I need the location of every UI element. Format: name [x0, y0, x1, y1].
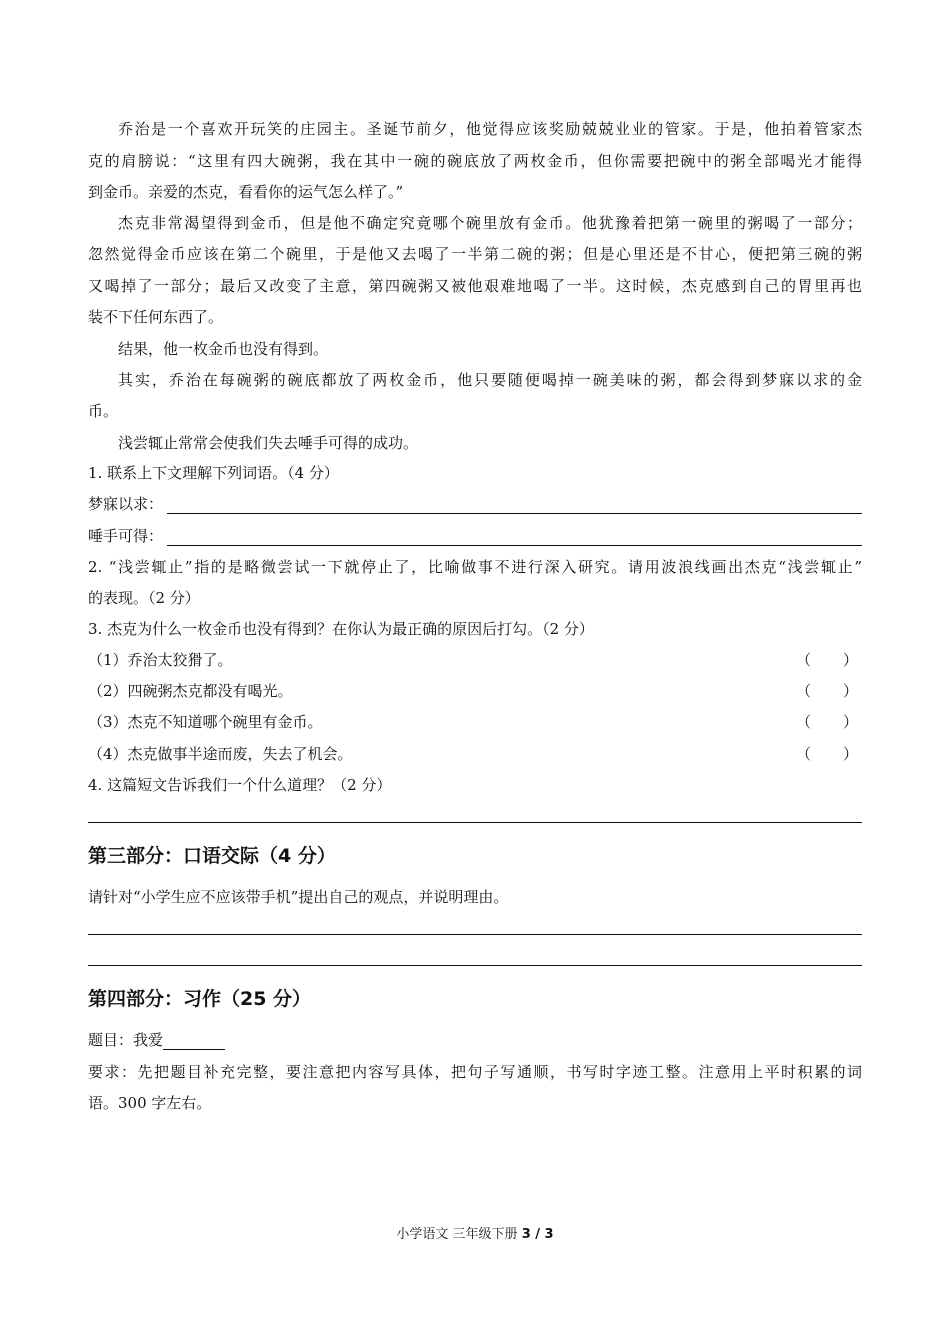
part4-topic-blank[interactable]: [163, 1034, 225, 1050]
q1-term2-answer-line[interactable]: [167, 530, 862, 546]
q4-title: 4. 这篇短文告诉我们一个什么道理？（2 分）: [88, 776, 392, 794]
passage-p1-line1: 乔治是一个喜欢开玩笑的庄园主。圣诞节前夕，他觉得应该奖励兢兢业业的管家。于是，他拍着管家杰: [118, 120, 862, 138]
part3-answer-line-2[interactable]: [88, 965, 862, 966]
passage-p1-line2: 克的肩膀说：“这里有四大碗粥，我在其中一碗的碗底放了两枚金币，但你需要把碗中的粥全部喝光才能得: [88, 152, 862, 170]
q3-option-4-text: （4）杰克做事半途而废，失去了机会。: [88, 745, 353, 763]
passage-p2-line4: 装不下任何东西了。: [88, 308, 224, 326]
q1-term1-label: 梦寐以求：: [88, 495, 164, 513]
q3-option-2-text: （2）四碗粥杰克都没有喝光。: [88, 682, 293, 700]
page-footer: [0, 1226, 950, 1244]
part3-prompt: 请针对“小学生应不应该带手机”提出自己的观点，并说明理由。: [88, 888, 509, 906]
q3-option-2: [88, 681, 862, 701]
q2-line1: 2. “浅尝辄止”指的是略微尝试一下就停止了，比喻做事不进行深入研究。请用波浪线画出杰克“浅尝辄止”: [88, 558, 862, 576]
footer-subject: 小学语文 三年级下册: [396, 1227, 518, 1242]
footer-page-number: 3 / 3: [521, 1227, 554, 1242]
passage-p5: 浅尝辄止常常会使我们失去唾手可得的成功。: [118, 434, 419, 452]
part3-answer-line-1[interactable]: [88, 934, 862, 935]
q3-option-4: [88, 744, 862, 764]
part3-heading: 第三部分：口语交际（4 分）: [88, 845, 336, 867]
q3-title: 3. 杰克为什么一枚金币也没有得到？在你认为最正确的原因后打勾。（2 分）: [88, 620, 594, 638]
q3-option-1-text: （1）乔治太狡猾了。: [88, 651, 233, 669]
q1-term2-label: 唾手可得：: [88, 527, 164, 545]
part4-topic-label: 题目：我爱: [88, 1031, 164, 1049]
q3-option-3: [88, 712, 862, 732]
q3-option-1-check[interactable]: （ ）: [796, 651, 858, 669]
q1-title: 1. 联系上下文理解下列词语。（4 分）: [88, 464, 339, 482]
passage-p4-line2: 币。: [88, 402, 119, 420]
q3-option-3-check[interactable]: （ ）: [796, 713, 858, 731]
q3-option-4-check[interactable]: （ ）: [796, 745, 858, 763]
passage-p3: 结果，他一枚金币也没有得到。: [118, 340, 329, 358]
q3-option-3-text: （3）杰克不知道哪个碗里有金币。: [88, 713, 323, 731]
part4-topic: [88, 1030, 862, 1050]
part4-heading: 第四部分：习作（25 分）: [88, 988, 312, 1010]
q1-term1-answer-line[interactable]: [167, 498, 862, 514]
part4-requirement-line1: 要求：先把题目补充完整，要注意把内容写具体，把句子写通顺，书写时字迹工整。注意用上平时积累的词: [88, 1063, 862, 1081]
q1-term1-row: [88, 494, 862, 514]
passage-p4-line1: 其实，乔治在每碗粥的碗底都放了两枚金币，他只要随便喝掉一碗美味的粥，都会得到梦寐以求的金: [118, 371, 862, 389]
q4-answer-line[interactable]: [88, 822, 862, 823]
q3-option-1: [88, 650, 862, 670]
passage-p2-line2: 忽然觉得金币应该在第二个碗里，于是他又去喝了一半第二碗的粥；但是心里还是不甘心，便把第三碗的粥: [88, 245, 862, 263]
q3-option-2-check[interactable]: （ ）: [796, 682, 858, 700]
passage-p2-line1: 杰克非常渴望得到金币，但是他不确定究竟哪个碗里放有金币。他犹豫着把第一碗里的粥喝了一部分；: [118, 214, 862, 232]
part4-requirement-line2: 语。300 字左右。: [88, 1094, 212, 1112]
q2-line2: 的表现。（2 分）: [88, 589, 200, 607]
passage-p1-line3: 到金币。亲爱的杰克，看看你的运气怎么样了。”: [88, 183, 404, 201]
passage-p2-line3: 又喝掉了一部分；最后又改变了主意，第四碗粥又被他艰难地喝了一半。这时候，杰克感到自己的胃里再也: [88, 277, 862, 295]
q1-term2-row: [88, 526, 862, 546]
